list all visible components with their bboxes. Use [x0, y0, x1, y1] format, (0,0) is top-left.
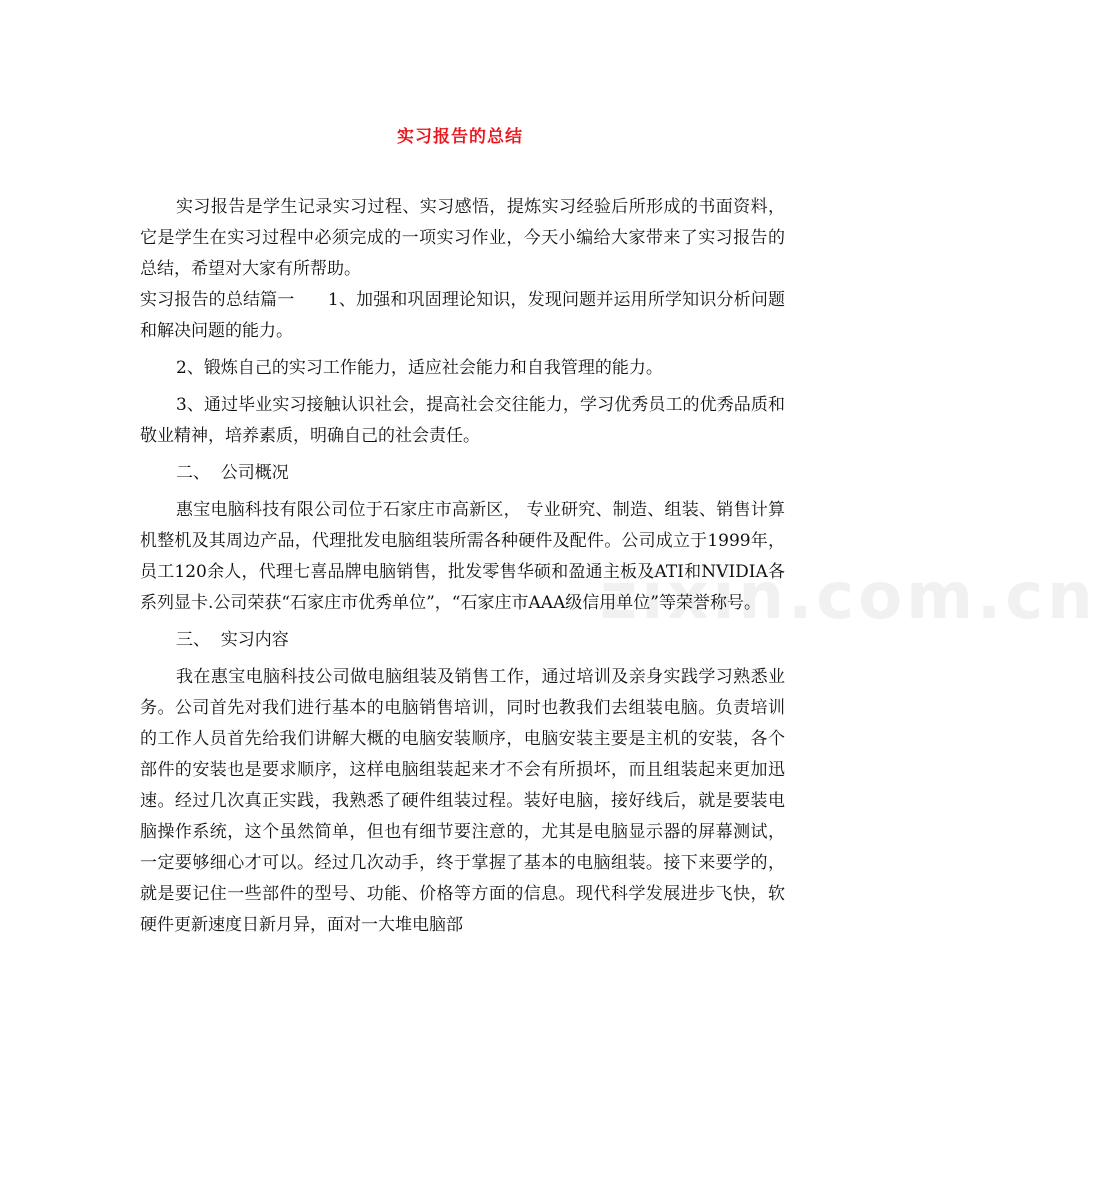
section-heading-company-overview: 二、 公司概况: [176, 463, 289, 483]
paragraph-section-one-item-1: 实习报告的总结篇一 1、加强和巩固理论知识，发现问题并运用所学知识分析问题和解决问题的能力。: [140, 290, 785, 341]
paragraph-item-3: 3、通过毕业实习接触认识社会，提高社会交往能力，学习优秀员工的优秀品质和敬业精神，培养素质，明确自己的社会责任。: [140, 395, 785, 446]
paragraph-internship-content: 我在惠宝电脑科技公司做电脑组装及销售工作，通过培训及亲身实践学习熟悉业务。公司首先对我们进行基本的电脑销售培训，同时也教我们去组装电脑。负责培训的工作人员首先给我们讲解大概的电脑安装顺序，电脑安装主要是主机的安装，各个部件的安装也是要求顺序，这样电脑组装起来才不会有所损坏，而且组装起来更加迅速。经过几次真正实践，我熟悉了硬件组装过程。装好电脑，接好线后，就是要装电脑操作系统，这个虽然简单，但也有细节要注意的，尤其是电脑显示器的屏幕测试，一定要够细心才可以。经过几次动手，终于掌握了基本的电脑组装。接下来要学的，就是要记住一些部件的型号、功能、价格等方面的信息。现代科学发展进步飞快，软硬件更新速度日新月异，面对一大堆电脑部: [140, 667, 785, 935]
paragraph-item-2: 2、锻炼自己的实习工作能力，适应社会能力和自我管理的能力。: [176, 358, 663, 378]
paragraph-intro: 实习报告是学生记录实习过程、实习感悟，提炼实习经验后所形成的书面资料，它是学生在实习过程中必须完成的一项实习作业，今天小编给大家带来了实习报告的总结，希望对大家有所帮助。: [140, 197, 785, 279]
watermark: zixin.com.cn: [600, 560, 1097, 634]
paragraph-company-overview: 惠宝电脑科技有限公司位于石家庄市高新区， 专业研究、制造、组装、销售计算机整机及其周边产品，代理批发电脑组装所需各种硬件及配件。公司成立于1999年，员工120余人，代理七喜品牌电脑销售，批发零售华硕和盈通主板及ATI和NVIDIA各系列显卡.公司荣获“石家庄市优秀单位”，“石家庄市AAA级信用单位”等荣誉称号。: [140, 500, 785, 613]
section-heading-internship-content: 三、 实习内容: [176, 630, 289, 650]
document-title: 实习报告的总结: [397, 127, 523, 147]
document-body: [140, 192, 785, 941]
